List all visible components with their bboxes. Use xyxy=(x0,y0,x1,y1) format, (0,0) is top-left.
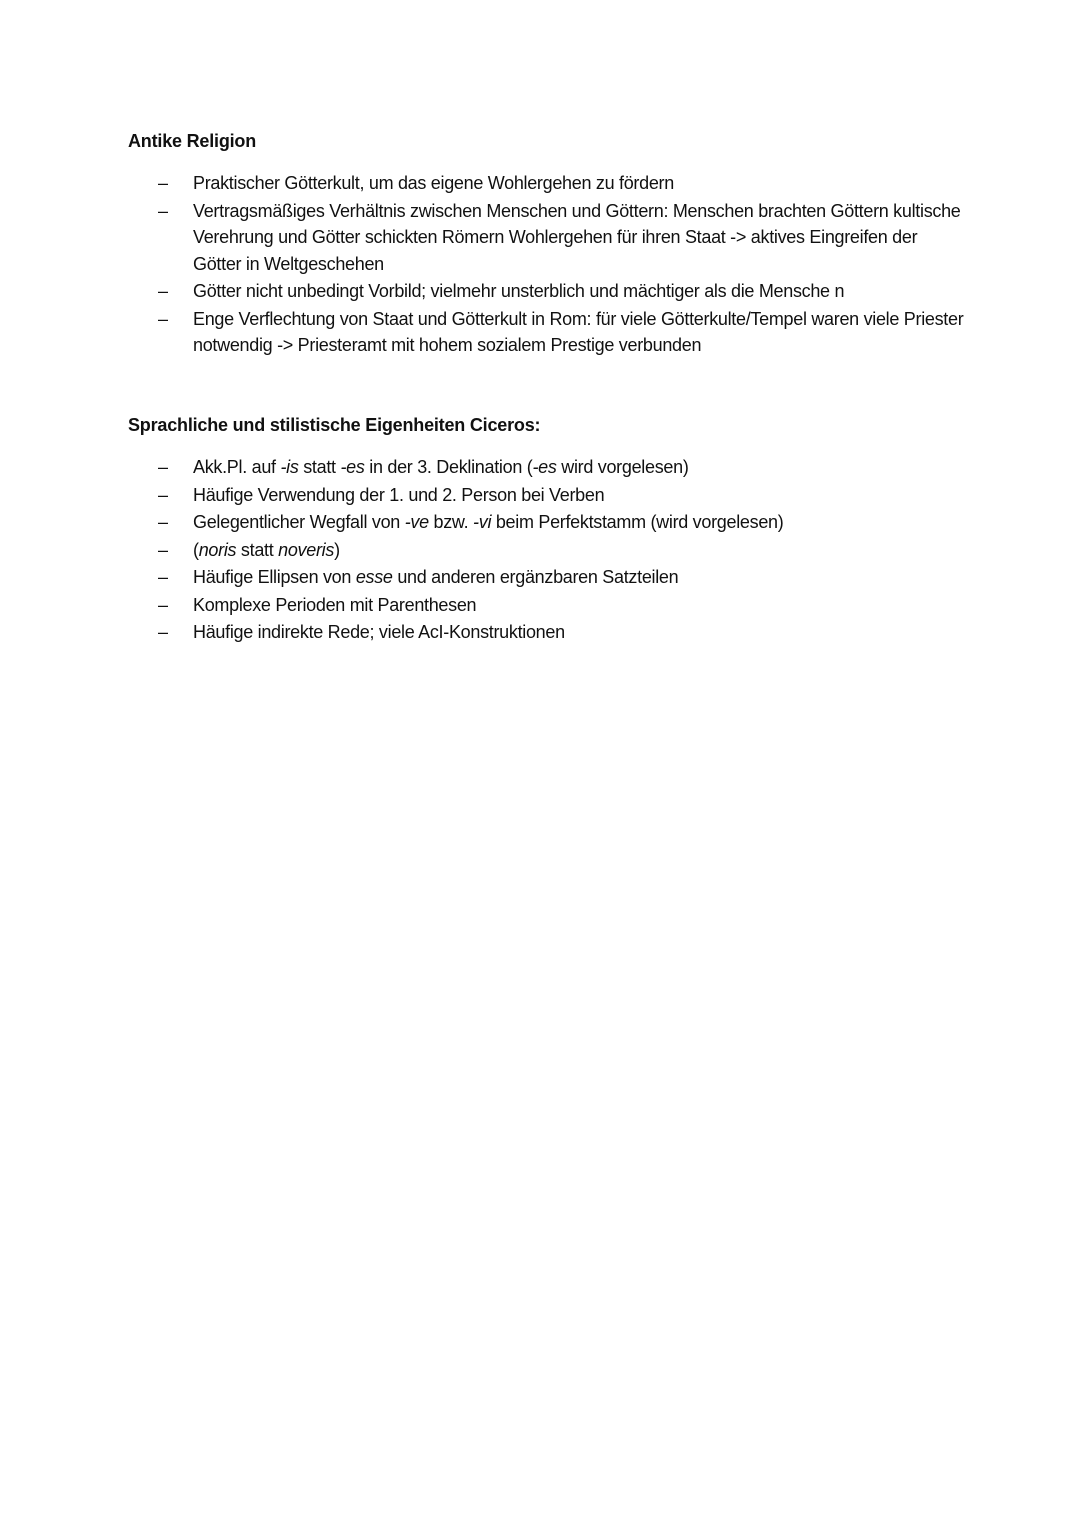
bullet-list xyxy=(128,454,968,646)
list-item: – Häufige Ellipsen von esse und anderen ergänzbaren Satzteilen xyxy=(128,564,968,591)
list-item: – Vertragsmäßiges Verhältnis zwischen Menschen und Göttern: Menschen brachten Göttern kultische Verehrung und Götter schickten Römern Wohlergehen für ihren Staat -> aktives Eingreifen der Götter in Weltgeschehen xyxy=(128,198,968,278)
dash-bullet: – xyxy=(158,281,168,301)
dash-bullet: – xyxy=(158,622,168,642)
dash-bullet: – xyxy=(158,567,168,587)
dash-bullet: – xyxy=(158,200,168,221)
dash-bullet: – xyxy=(158,457,168,477)
list-item: – Akk.Pl. auf -is statt -es in der 3. Deklination (-es wird vorgelesen) xyxy=(128,454,968,481)
section-cicero-eigenheiten xyxy=(128,412,968,647)
dash-bullet: – xyxy=(158,484,168,505)
list-item: – Gelegentlicher Wegfall von -ve bzw. -vi beim Perfektstamm (wird vorgelesen) xyxy=(128,509,968,536)
list-item: – Enge Verflechtung von Staat und Götterkult in Rom: für viele Götterkulte/Tempel waren viele Priester notwendig -> Priesteramt mit hohem sozialem Prestige verbunden xyxy=(128,306,968,359)
dash-bullet: – xyxy=(158,539,168,560)
section-heading: Antike Religion xyxy=(128,131,257,151)
list-item: – Praktischer Götterkult, um das eigene Wohlergehen zu fördern xyxy=(128,170,968,197)
dash-bullet: – xyxy=(158,173,168,193)
list-item: – Komplexe Perioden mit Parenthesen xyxy=(128,592,968,619)
dash-bullet: – xyxy=(158,308,168,329)
dash-bullet: – xyxy=(158,594,168,615)
section-antike-religion xyxy=(128,128,968,360)
dash-bullet: – xyxy=(158,512,168,532)
list-item: – Häufige indirekte Rede; viele AcI-Konstruktionen xyxy=(128,619,968,646)
section-heading: Sprachliche und stilistische Eigenheiten Ciceros: xyxy=(128,415,541,435)
bullet-list xyxy=(128,170,968,359)
list-item: – (noris statt noveris) xyxy=(128,537,968,564)
list-item: – Häufige Verwendung der 1. und 2. Person bei Verben xyxy=(128,482,968,509)
list-item: – Götter nicht unbedingt Vorbild; vielmehr unsterblich und mächtiger als die Mensche n xyxy=(128,278,968,305)
